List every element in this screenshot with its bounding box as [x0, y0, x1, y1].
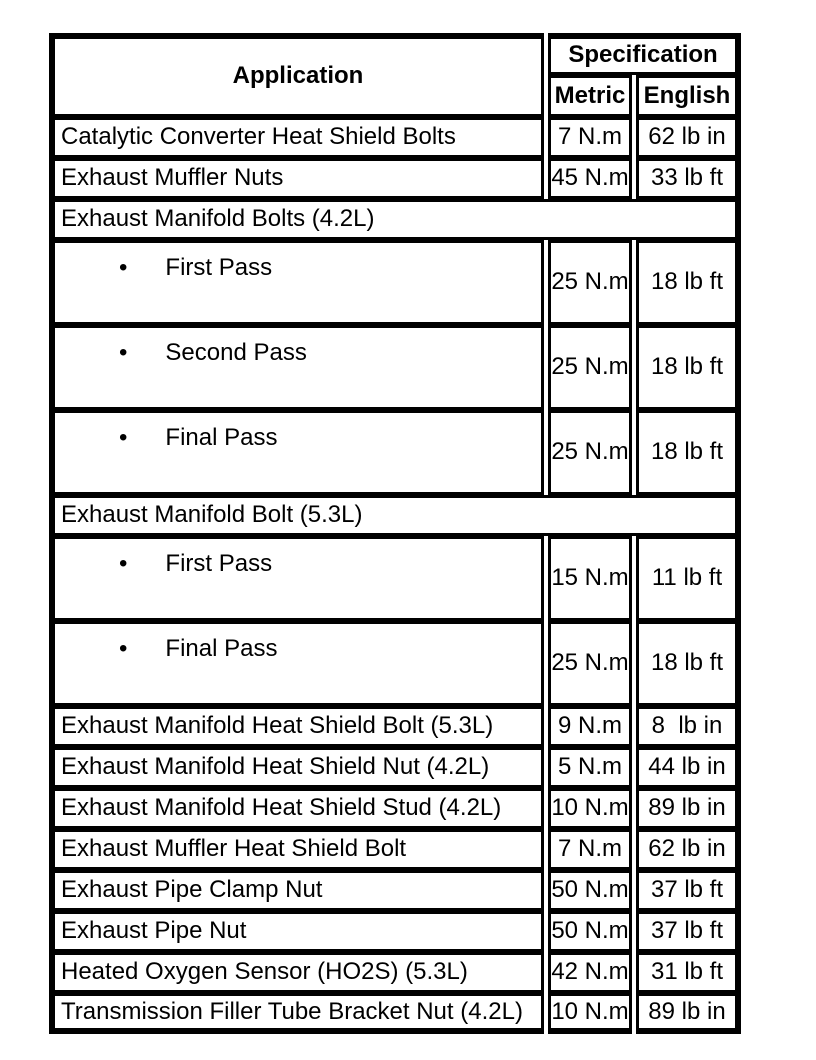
- english-value-cell: 37 lb ft: [636, 911, 741, 952]
- bullet-label: First Pass: [165, 254, 273, 281]
- english-value-cell: 31 lb ft: [636, 952, 741, 993]
- english-column-header: English: [636, 75, 741, 117]
- application-cell: Exhaust Pipe Clamp Nut: [49, 870, 544, 911]
- table-row: [49, 788, 741, 829]
- english-value-cell: 44 lb in: [636, 747, 741, 788]
- application-cell: Exhaust Muffler Nuts: [49, 158, 544, 199]
- bullet-label: Final Pass: [165, 424, 278, 451]
- english-value-cell: 18 lb ft: [636, 325, 741, 410]
- bullet-icon: •: [119, 424, 128, 451]
- application-cell: Exhaust Manifold Heat Shield Stud (4.2L): [49, 788, 544, 829]
- application-cell: [49, 536, 544, 621]
- english-value-cell: 62 lb in: [636, 117, 741, 158]
- application-cell: Heated Oxygen Sensor (HO2S) (5.3L): [49, 952, 544, 993]
- bullet-icon: •: [119, 635, 128, 662]
- english-value-cell: 89 lb in: [636, 788, 741, 829]
- english-value-cell: 11 lb ft: [636, 536, 741, 621]
- table-row: [49, 952, 741, 993]
- metric-value-cell: 7 N.m: [548, 117, 632, 158]
- table-row: [49, 993, 741, 1034]
- application-cell: [49, 410, 544, 495]
- english-value-cell: 8 lb in: [636, 706, 741, 747]
- section-row: [49, 495, 741, 536]
- application-cell: [49, 240, 544, 325]
- application-cell: [49, 325, 544, 410]
- table-row: [49, 706, 741, 747]
- table-row: [49, 117, 741, 158]
- bullet-label: Final Pass: [165, 635, 278, 662]
- section-header-cell: Exhaust Manifold Bolts (4.2L): [49, 199, 741, 240]
- metric-value-cell: 42 N.m: [548, 952, 632, 993]
- header-row-specification: [49, 33, 741, 75]
- metric-value-cell: 45 N.m: [548, 158, 632, 199]
- metric-value-cell: 25 N.m: [548, 621, 632, 706]
- table-row: [49, 911, 741, 952]
- table-row: [49, 829, 741, 870]
- english-value-cell: 33 lb ft: [636, 158, 741, 199]
- application-cell: [49, 621, 544, 706]
- english-value-cell: 89 lb in: [636, 993, 741, 1034]
- section-header-cell: Exhaust Manifold Bolt (5.3L): [49, 495, 741, 536]
- metric-value-cell: 25 N.m: [548, 410, 632, 495]
- metric-value-cell: 9 N.m: [548, 706, 632, 747]
- table-header: [49, 33, 741, 117]
- metric-value-cell: 10 N.m: [548, 993, 632, 1034]
- application-cell: Exhaust Manifold Heat Shield Nut (4.2L): [49, 747, 544, 788]
- metric-value-cell: 5 N.m: [548, 747, 632, 788]
- table-row: [49, 747, 741, 788]
- torque-spec-table: [45, 33, 745, 1034]
- metric-value-cell: 10 N.m: [548, 788, 632, 829]
- bullet-icon: •: [119, 550, 128, 577]
- english-value-cell: 18 lb ft: [636, 621, 741, 706]
- application-cell: Catalytic Converter Heat Shield Bolts: [49, 117, 544, 158]
- application-column-header: Application: [49, 33, 544, 117]
- english-value-cell: 37 lb ft: [636, 870, 741, 911]
- metric-value-cell: 50 N.m: [548, 911, 632, 952]
- bullet-row: [49, 410, 741, 495]
- specification-column-header: Specification: [548, 33, 741, 75]
- bullet-row: [49, 325, 741, 410]
- english-value-cell: 18 lb ft: [636, 410, 741, 495]
- bullet-row: [49, 621, 741, 706]
- section-row: [49, 199, 741, 240]
- bullet-row: [49, 240, 741, 325]
- metric-value-cell: 25 N.m: [548, 325, 632, 410]
- metric-value-cell: 50 N.m: [548, 870, 632, 911]
- bullet-row: [49, 536, 741, 621]
- metric-column-header: Metric: [548, 75, 632, 117]
- table-row: [49, 158, 741, 199]
- bullet-icon: •: [119, 254, 128, 281]
- table-row: [49, 870, 741, 911]
- metric-value-cell: 25 N.m: [548, 240, 632, 325]
- table-body: [49, 117, 741, 1034]
- bullet-label: First Pass: [165, 550, 273, 577]
- application-cell: Exhaust Muffler Heat Shield Bolt: [49, 829, 544, 870]
- metric-value-cell: 7 N.m: [548, 829, 632, 870]
- english-value-cell: 62 lb in: [636, 829, 741, 870]
- application-cell: Exhaust Manifold Heat Shield Bolt (5.3L): [49, 706, 544, 747]
- english-value-cell: 18 lb ft: [636, 240, 741, 325]
- application-cell: Transmission Filler Tube Bracket Nut (4.2L): [49, 993, 544, 1034]
- application-cell: Exhaust Pipe Nut: [49, 911, 544, 952]
- bullet-label: Second Pass: [165, 339, 307, 366]
- bullet-icon: •: [119, 339, 128, 366]
- metric-value-cell: 15 N.m: [548, 536, 632, 621]
